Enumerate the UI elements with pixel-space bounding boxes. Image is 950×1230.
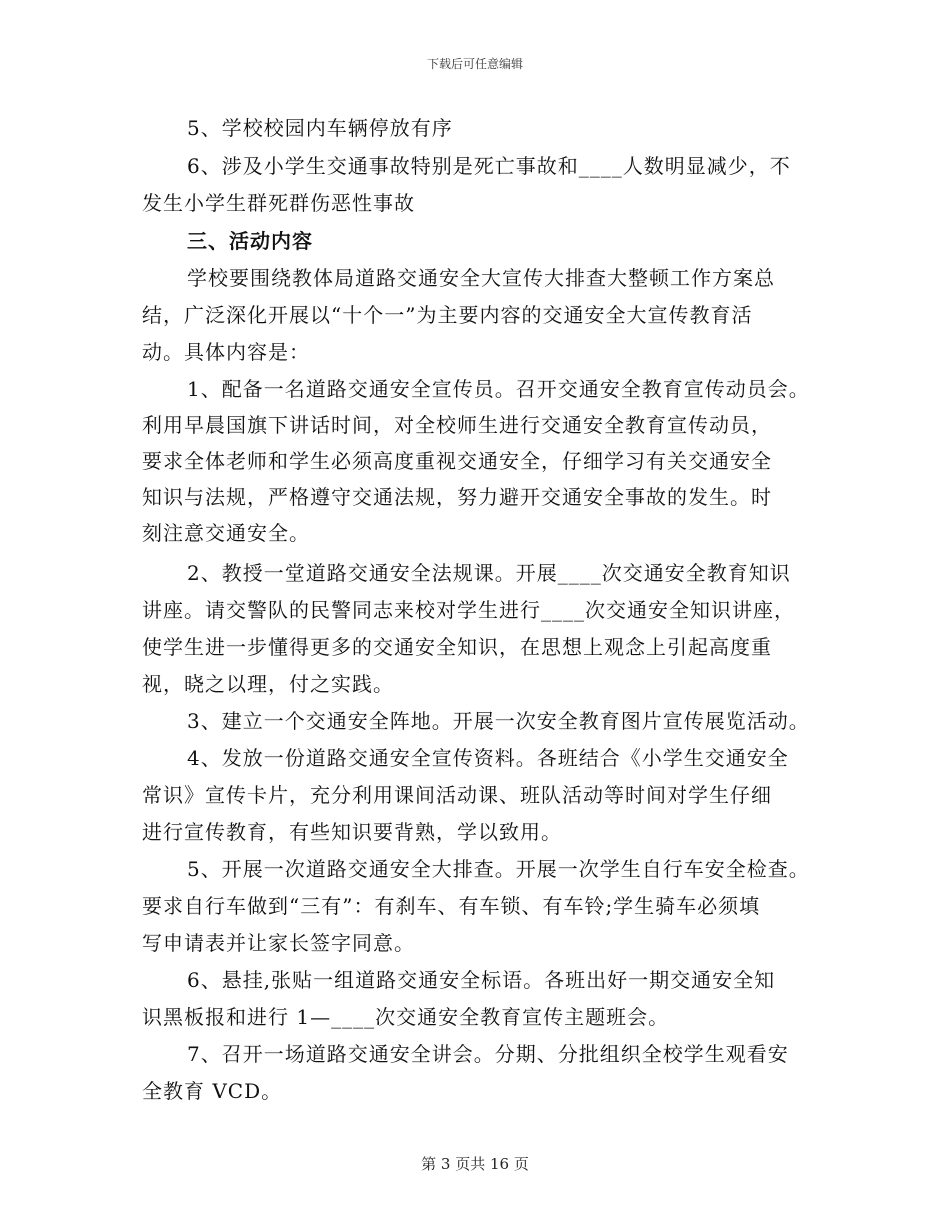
- text-line: 动。具体内容是：: [142, 340, 310, 364]
- text-line: 常识》宣传卡片，充分利用课间活动课、班队活动等时间对学生仔细: [142, 783, 772, 807]
- text-line: 刻注意交通安全。: [142, 521, 310, 545]
- text-line: 要求全体老师和学生必须高度重视交通安全，仔细学习有关交通安全: [142, 449, 772, 473]
- text-line: 识黑板报和进行 1—____次交通安全教育宣传主题班会。: [142, 1005, 670, 1029]
- text-line: 3、建立一个交通安全阵地。开展一次安全教育图片宣传展览活动。: [187, 709, 810, 733]
- text-line: 6、涉及小学生交通事故特别是死亡事故和____人数明显减少，不: [187, 154, 791, 178]
- text-line: 学校要围绕教体局道路交通安全大宣传大排查大整顿工作方案总: [187, 266, 775, 290]
- text-line: 5、学校校园内车辆停放有序: [187, 116, 453, 140]
- text-line: 6、悬挂,张贴一组道路交通安全标语。各班出好一期交通安全知: [187, 968, 776, 992]
- text-line: 1、配备一名道路交通安全宣传员。召开交通安全教育宣传动员会。: [187, 377, 810, 401]
- text-line: 利用早晨国旗下讲话时间，对全校师生进行交通安全教育宣传动员，: [142, 413, 772, 437]
- text-line: 知识与法规，严格遵守交通法规，努力避开交通安全事故的发生。时: [142, 485, 772, 509]
- text-line: 写申请表并让家长签字同意。: [142, 931, 415, 955]
- text-line: 使学生进一步懂得更多的交通安全知识，在思想上观念上引起高度重: [142, 635, 772, 659]
- text-line: 视，晓之以理，付之实践。: [142, 672, 394, 696]
- text-line: 全教育 VCD。: [142, 1079, 283, 1103]
- text-line: 5、开展一次道路交通安全大排查。开展一次学生自行车安全检查。: [187, 857, 810, 881]
- header-note: 下载后可任意编辑: [426, 57, 523, 71]
- text-line: 讲座。请交警队的民警同志来校对学生进行____次交通安全知识讲座，: [142, 598, 795, 622]
- text-line: 进行宣传教育，有些知识要背熟，学以致用。: [142, 820, 562, 844]
- section-heading: 三、活动内容: [187, 229, 313, 253]
- text-line: 4、发放一份道路交通安全宣传资料。各班结合《小学生交通安全: [187, 746, 789, 770]
- text-line: 结，广泛深化开展以“十个一”为主要内容的交通安全大宣传教育活: [142, 303, 753, 327]
- text-line: 7、召开一场道路交通安全讲会。分期、分批组织全校学生观看安: [187, 1042, 789, 1066]
- text-line: 发生小学生群死群伤恶性事故: [142, 191, 415, 215]
- text-line: 要求自行车做到“三有”：有刹车、有车锁、有车铃;学生骑车必须填: [142, 894, 761, 918]
- page-number: 第 3 页共 16 页: [421, 1155, 529, 1173]
- text-line: 2、教授一堂道路交通安全法规课。开展____次交通安全教育知识: [187, 561, 791, 585]
